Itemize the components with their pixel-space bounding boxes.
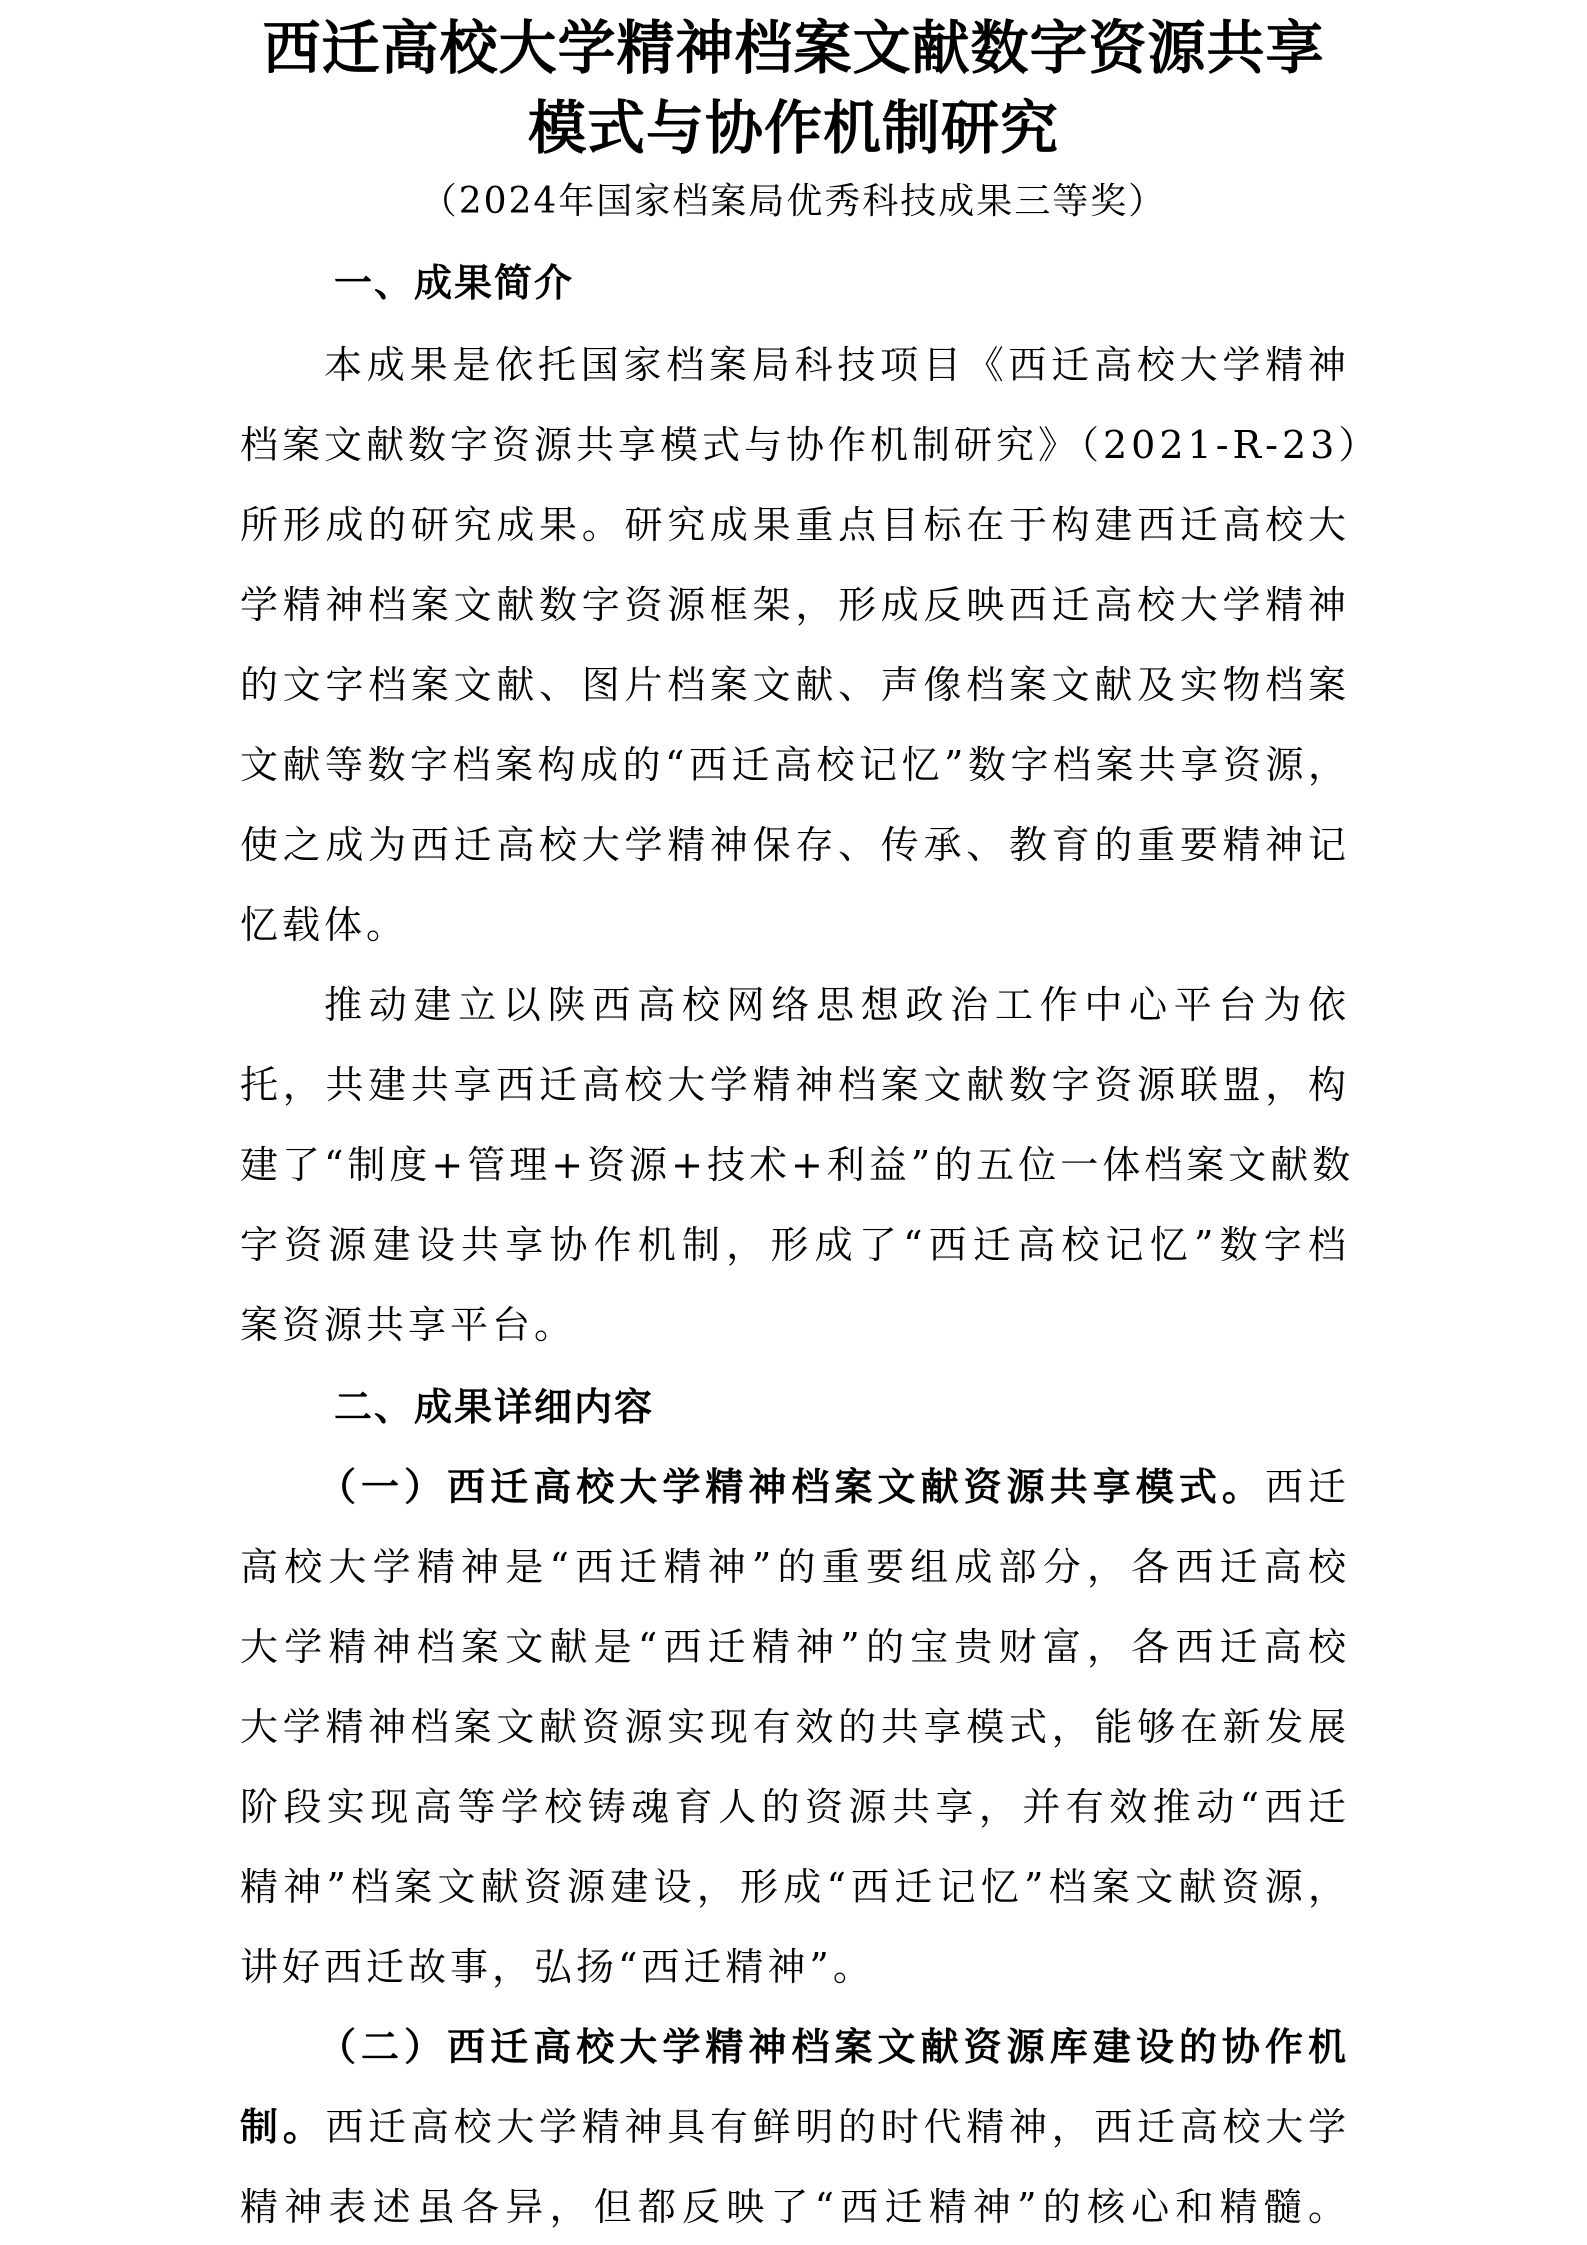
document-title-line-1: 西迁高校大学精神档案文献数字资源共享 — [262, 14, 1325, 82]
section-heading-intro: 一、成果简介 — [334, 261, 575, 305]
section-heading-details: 二、成果详细内容 — [334, 1385, 655, 1429]
subsection-1-first-line — [318, 1462, 1350, 1512]
subsection-2-title: （二）西迁高校大学精神档案文献资源库建设的协作机 — [318, 2024, 1350, 2069]
paragraph-line: 的文字档案文献、图片档案文献、声像档案文献及实物档案 — [240, 663, 1350, 707]
paragraph-line: 忆载体。 — [240, 903, 409, 947]
paragraph-line: 档案文献数字资源共享模式与协作机制研究》（2021-R-23） — [240, 423, 1381, 467]
paragraph-line: 使之成为西迁高校大学精神保存、传承、教育的重要精神记 — [240, 823, 1350, 867]
paragraph-line: 推动建立以陕西高校网络思想政治工作中心平台为依 — [324, 983, 1350, 1027]
paragraph-line: 所形成的研究成果。研究成果重点目标在于构建西迁高校大 — [240, 503, 1350, 547]
paragraph-line: 本成果是依托国家档案局科技项目《西迁高校大学精神 — [324, 343, 1350, 387]
paragraph-line: 字资源建设共享协作机制，形成了“西迁高校记忆”数字档 — [240, 1223, 1350, 1267]
subsection-2-text: 西迁高校大学精神具有鲜明的时代精神，西迁高校大学 — [325, 2105, 1350, 2149]
paragraph-line: 讲好西迁故事，弘扬“西迁精神”。 — [240, 1945, 875, 1989]
document-title-line-2: 模式与协作机制研究 — [527, 94, 1059, 162]
paragraph-line: 文献等数字档案构成的“西迁高校记忆”数字档案共享资源， — [240, 743, 1350, 787]
paragraph-line: 精神”档案文献资源建设，形成“西迁记忆”档案文献资源， — [240, 1865, 1350, 1909]
subsection-1-title: （一）西迁高校大学精神档案文献资源共享模式。 — [318, 1464, 1265, 1509]
paragraph-line: 高校大学精神是“西迁精神”的重要组成部分，各西迁高校 — [240, 1545, 1350, 1589]
subsection-2-second-line — [240, 2102, 1350, 2152]
subsection-1-text: 西迁 — [1264, 1465, 1350, 1509]
paragraph-line: 精神表述虽各异，但都反映了“西迁精神”的核心和精髓。 — [240, 2185, 1350, 2229]
paragraph-line: 阶段实现高等学校铸魂育人的资源共享，并有效推动“西迁 — [240, 1785, 1350, 1829]
subsection-2-title-end: 制。 — [240, 2104, 326, 2149]
paragraph-line: 建了“制度+管理+资源+技术+利益”的五位一体档案文献数 — [240, 1143, 1355, 1187]
paragraph-line: 学精神档案文献数字资源框架，形成反映西迁高校大学精神 — [240, 583, 1350, 627]
award-subtitle: （2024年国家档案局优秀科技成果三等奖） — [420, 181, 1167, 222]
paragraph-line: 案资源共享平台。 — [240, 1303, 577, 1347]
paragraph-line: 托，共建共享西迁高校大学精神档案文献数字资源联盟，构 — [240, 1063, 1350, 1107]
paragraph-line: 大学精神档案文献是“西迁精神”的宝贵财富，各西迁高校 — [240, 1625, 1350, 1669]
paragraph-line: 大学精神档案文献资源实现有效的共享模式，能够在新发展 — [240, 1705, 1350, 1749]
